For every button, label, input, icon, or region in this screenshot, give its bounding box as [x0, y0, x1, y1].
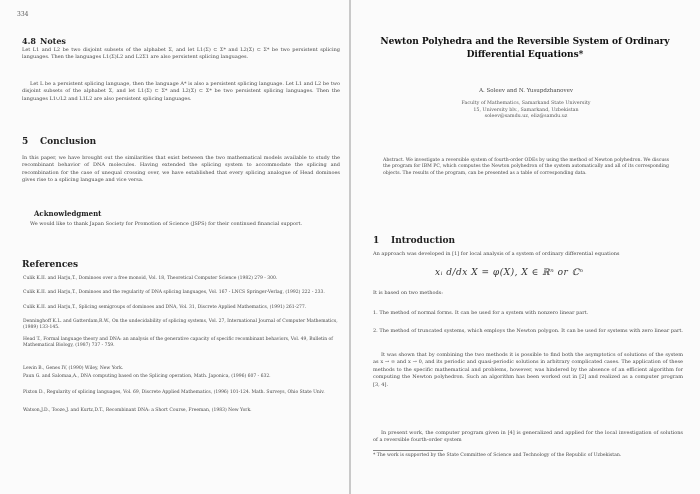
reference-item: Culik K.II. and Harju,T., Splicing semigroups of dominoes and DNA, Vol. 31, Discrete Applied Mathematics, (1991) 261-277.	[23, 305, 307, 310]
reference-item: Pixton D., Regularity of splicing languages, Vol. 69, Discrete Applied Mathematics, (1996) 101-124. Math. Surveys, Ohio State Univ.	[23, 390, 325, 395]
notes-section-number: 4.8	[22, 36, 36, 46]
introduction-section-title: Introduction	[391, 236, 456, 246]
abstract: Abstract. We investigate a reversible system of fourth-order ODEs by using the method of Newton polyhedron. We discuss the program for IBM PC, which computes the Newton polyhedron of the system automatically and all of its corresponding objects. The results of the program, can be presented as a table of corresponding data.	[383, 158, 669, 176]
paper-authors: A. Soleev and N. Yusupdzhanovev	[479, 88, 573, 94]
method-list-item: 1. The method of normal forms. It can be used for a system with nonzero linear part.	[373, 310, 589, 316]
reference-item: Culik K.II. and Harju,T., Dominoes over a free monoid, Vol. 18, Theoretical Computer Science (1982) 279 - 300.	[23, 276, 278, 281]
notes-section-title: Notes	[40, 36, 66, 46]
intro-paragraph-1: An approach was developed in [1] for local analysis of a system of ordinary differential equations	[373, 251, 620, 257]
affiliation-line: Faculty of Mathematics, Samarkand State University	[461, 101, 591, 106]
acknowledgment-text: We would like to thank Japan Society for Promotion of Science (JSPS) for their continued financial support.	[30, 221, 303, 227]
intro-paragraph-4: In present work, the computer program given in [4] is generalized and applied for the local investigation of solutions of a reversible fourth-order system	[373, 430, 683, 444]
footnote: * The work is supported by the State Committee of Science and Technology of the Republic of Uzbekistan.	[373, 453, 622, 458]
right-page	[351, 0, 700, 494]
conclusion-section-title: Conclusion	[40, 137, 97, 147]
footnote-rule	[373, 450, 443, 451]
reference-item: Denninghoff K.L. and Gatterdam,R.W., On the undecidability of splicing systems, Vol. 27, International Journal of Computer Mathematics, (1989) 133-145.	[23, 319, 338, 331]
introduction-section-number: 1	[373, 236, 380, 246]
affiliation-line: 15, University blv., Samarkand, Uzbekistan	[473, 107, 579, 113]
conclusion-section-number: 5	[22, 137, 29, 147]
affiliation-line: soleev@samdu.uz, eliz@samdu.uz	[484, 114, 568, 119]
equation: xᵢ d/dx X = φ(X), X ∈ ℝⁿ or ℂⁿ	[435, 268, 584, 278]
intro-paragraph-2: It is based on two methods:	[373, 290, 443, 296]
left-page	[0, 0, 349, 494]
reference-item: Culik K.II. and Harju,T., Dominoes and the regularity of DNA splicing languages, Vol. 167 - LNCS Springer-Verlag, (1992) 222 - 233.	[23, 290, 325, 295]
page-number: 334	[17, 11, 29, 18]
notes-paragraph-2: Let L be a persistent splicing language, then the language A* is also a persistent splicing language. Let L1 and L2 be two disjoint subsets of the alphabet Σ, and let L1(Σ) ⊂ Σ* and L2(Σ) ⊂ Σ* be two persistent splicing languages. Then the languages L1∪L2 and L1L2 are also persistent splicing languages.	[22, 81, 340, 102]
intro-paragraph-3: It was shown that by combining the two methods it is possible to find both the asymptotics of solutions of the system as x → ∞ and x → 0, and its periodic and quasi-periodic solutions in arbitrary complicated cases. The application of these methods to the specific mathematical and problems, however, was hindered by the absence of an efficient algorithm for computing the Newton polyhedron. Such an algorithm has been worked out in [2] and realized as a computer program [3, 4].	[373, 352, 683, 388]
conclusion-paragraph: In this paper, we have brought out the similarities that exist between the two mathematical models available to study the recombinant behavior of DNA molecules. Having extended the splicing system to accommodate the splicing and recombination for the case of unequal crossing over, we have established that every splicing analogue of Head dominoes gives rise to a splicing language and vice versa.	[22, 155, 340, 184]
reference-item: Watson,J.D., Tooze,J. and Kurtz,D.T., Recombinant DNA: a Short Course, Freeman, (1983) New York.	[23, 408, 252, 413]
notes-paragraph-1: Let L1 and L2 be two disjoint subsets of the alphabet Σ, and let L1(Σ) ⊂ Σ* and L2(Σ) ⊂ Σ* be two persistent splicing languages. Then the languages L1(Σ)L2 and L2Σ1 are also persistent splicing languages.	[22, 47, 340, 61]
acknowledgment-heading: Acknowledgment	[34, 209, 102, 218]
reference-item: Paun G. and Salomaa,A., DNA computing based on the Splicing operation, Math. Japonica, (1996) 607 - 632.	[23, 374, 271, 379]
author-affiliation	[371, 101, 681, 121]
reference-item: Head T., Formal language theory and DNA: an analysis of the generative capacity of specific recombinant behaviors, Vol. 49, Bulletin of Mathematical Biology, (1987) 737 - 759.	[23, 337, 333, 349]
paper-title: Newton Polyhedra and the Reversible System of Ordinary Differential Equations*	[380, 37, 670, 60]
method-list-item: 2. The method of truncated systems, which employs the Newton polygon. It can be used for systems with zero linear part.	[373, 328, 683, 334]
references-heading: References	[22, 260, 79, 270]
reference-item: Lewin B., Genes IV, (1990) Wiley, New York.	[23, 366, 124, 371]
